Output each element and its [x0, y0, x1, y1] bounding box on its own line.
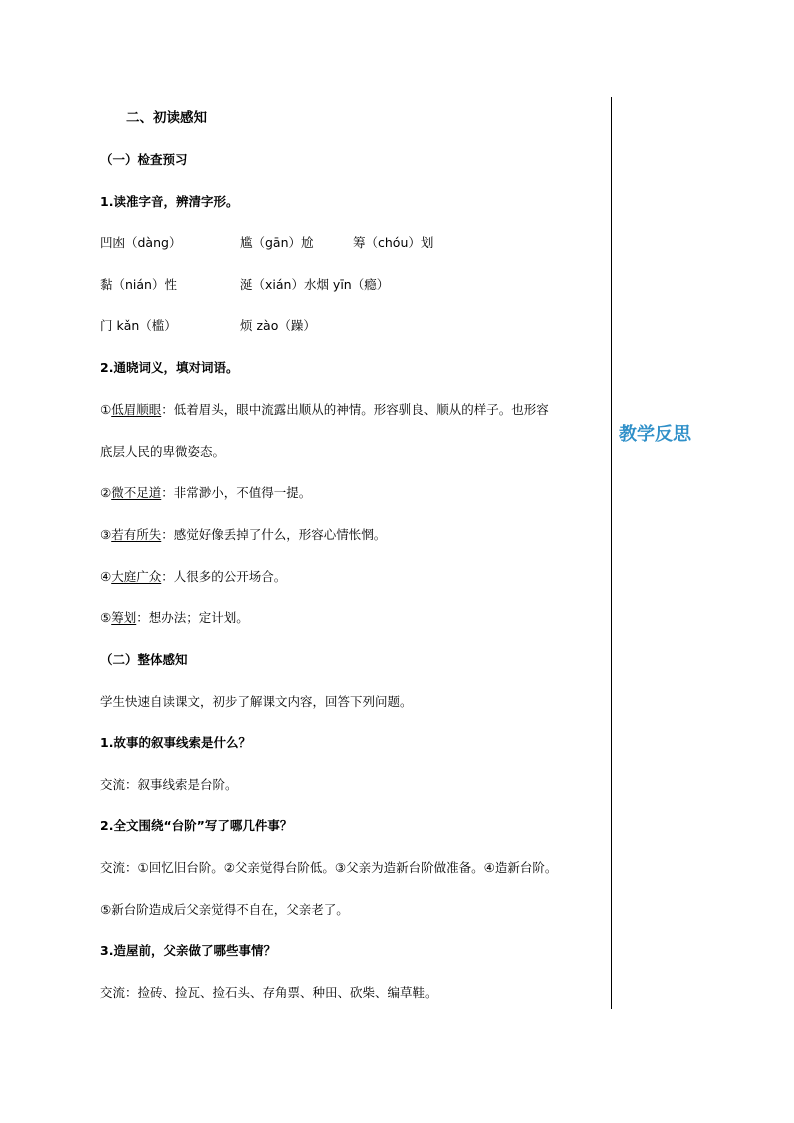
vocab-item [100, 485, 311, 501]
pinyin-item: 筹（chóu）划 [353, 235, 434, 250]
pinyin-item: 黏（nián）性 [100, 277, 177, 292]
overview-intro: 学生快速自读课文，初步了解课文内容，回答下列问题。 [100, 694, 413, 709]
answer: 交流：①回忆旧台阶。②父亲觉得台阶低。③父亲为造新台阶做准备。④造新台阶。 [100, 860, 558, 875]
vocab-definition-continued: 底层人民的卑微姿态。 [100, 444, 226, 459]
question-pronunciation: 1.读准字音，辨清字形。 [100, 194, 239, 209]
pinyin-item: 涎（xián）水烟 yīn（瘾） [240, 277, 390, 292]
vocab-number: ② [100, 485, 112, 500]
vocab-term: 微不足道 [111, 485, 162, 500]
pinyin-row [100, 277, 610, 293]
vocab-number: ⑤ [100, 610, 112, 625]
pinyin-item: 门 kǎn（槛） [100, 318, 177, 333]
column-divider [611, 97, 612, 1009]
vocab-definition: ：非常渺小，不值得一提。 [161, 485, 312, 500]
vocab-number: ③ [100, 527, 112, 542]
question: 2.全文围绕“台阶”写了哪几件事？ [100, 818, 293, 833]
section-title: 二、初读感知 [126, 110, 207, 126]
vocab-item [100, 402, 549, 418]
answer: 交流：叙事线索是台阶。 [100, 777, 238, 792]
vocab-definition: ：人很多的公开场合。 [161, 569, 287, 584]
vocab-item [100, 569, 286, 585]
vocab-item [100, 527, 386, 543]
vocab-definition: ：想办法；定计划。 [136, 610, 249, 625]
pinyin-item: 烦 zào（躁） [240, 318, 316, 333]
vocab-term: 低眉顺眼 [111, 402, 162, 417]
vocab-term: 大庭广众 [111, 569, 162, 584]
subsection-title-preview: （一）检查预习 [100, 152, 188, 167]
subsection-title-overview: （二）整体感知 [100, 652, 188, 667]
teaching-reflection-title: 教学反思 [619, 424, 691, 445]
pinyin-item: 凹凼（dàng） [100, 235, 182, 250]
vocab-definition: ：感觉好像丢掉了什么，形容心情怅惘。 [161, 527, 387, 542]
vocab-definition: ：低着眉头，眼中流露出顺从的神情。形容驯良、顺从的样子。也形容 [161, 402, 549, 417]
vocab-term: 若有所失 [111, 527, 162, 542]
pinyin-row [100, 318, 610, 334]
vocab-number: ④ [100, 569, 112, 584]
vocab-number: ① [100, 402, 112, 417]
question-vocabulary: 2.通晓词义，填对词语。 [100, 360, 239, 375]
question: 3.造屋前，父亲做了哪些事情？ [100, 943, 276, 958]
question: 1.故事的叙事线索是什么？ [100, 735, 251, 750]
pinyin-row [100, 235, 610, 251]
pinyin-item: 尴（gān）尬 [240, 235, 314, 250]
answer-continued: ⑤新台阶造成后父亲觉得不自在，父亲老了。 [100, 902, 349, 917]
answer: 交流：捡砖、捡瓦、捡石头、存角票、种田、砍柴、编草鞋。 [100, 985, 438, 1000]
vocab-term: 筹划 [111, 610, 137, 625]
vocab-item [100, 610, 249, 626]
